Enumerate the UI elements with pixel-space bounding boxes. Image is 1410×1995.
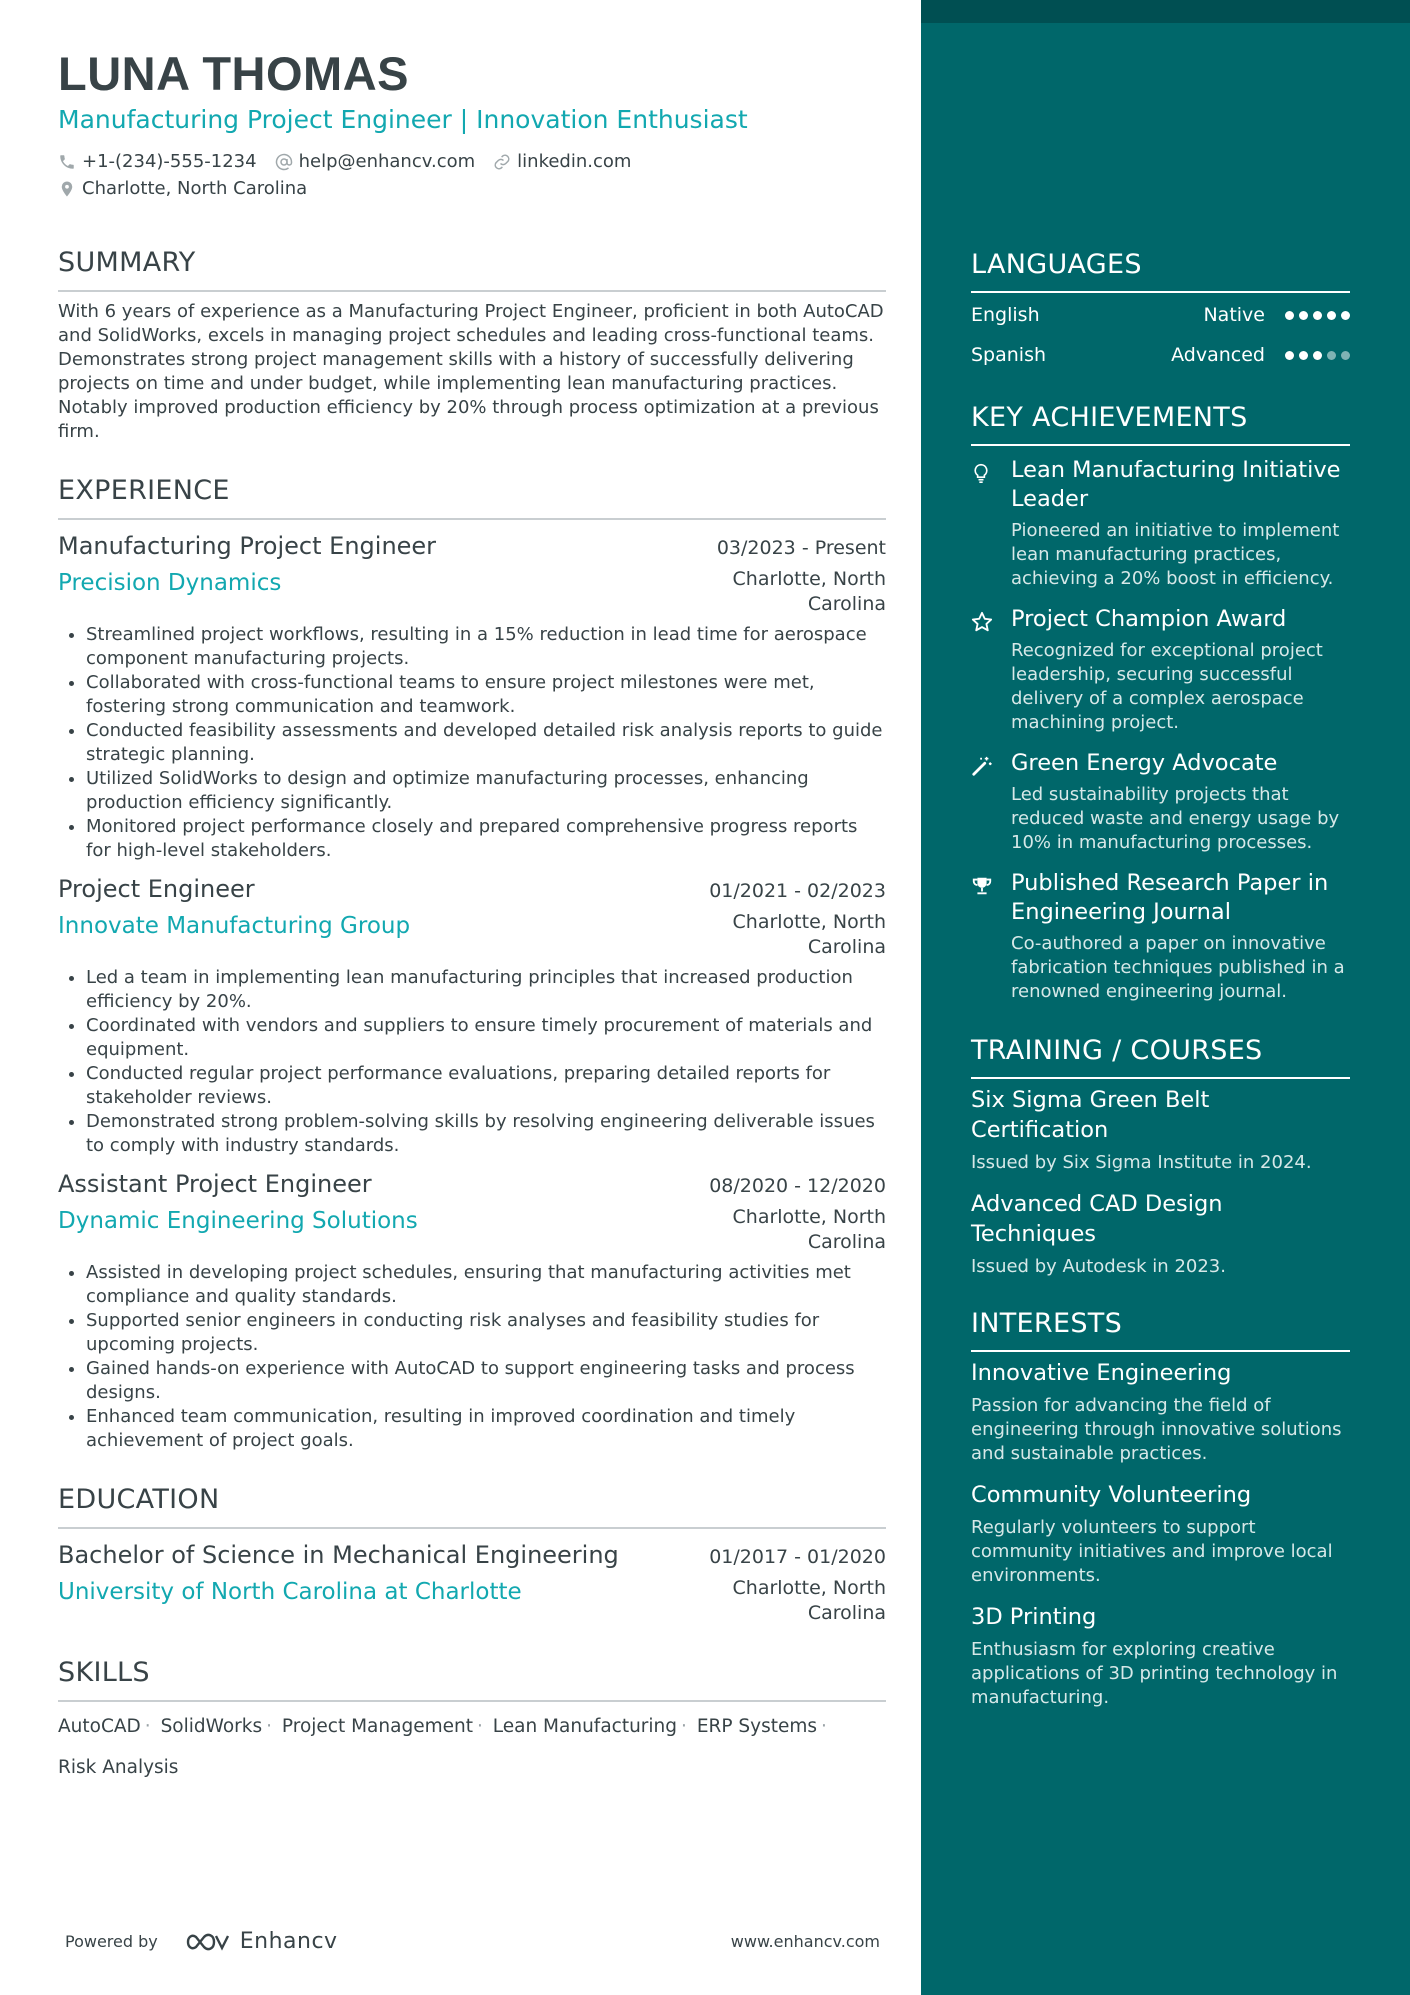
link-icon	[493, 153, 511, 171]
interest-title: Innovative Engineering	[971, 1360, 1232, 1386]
skills-list: AutoCAD · SolidWorks · Project Management · Lean Manufacturing · ERP Systems · Risk Analysis	[58, 1716, 827, 1778]
lightbulb-icon	[971, 462, 991, 484]
school-location: Charlotte, North Carolina	[732, 1577, 886, 1624]
job-location: Charlotte, North Carolina	[732, 911, 886, 958]
achievements-heading: KEY ACHIEVEMENTS	[971, 402, 1248, 433]
training-section	[971, 1034, 1350, 1279]
location-pin-icon	[58, 180, 76, 198]
linkedin-contact[interactable]	[493, 148, 631, 175]
job-dates: 01/2021 - 02/2023	[709, 880, 886, 902]
skills-divider	[58, 1700, 886, 1702]
contact-info	[58, 148, 886, 202]
job-entry	[58, 530, 886, 863]
training-divider	[971, 1077, 1350, 1079]
experience-section	[58, 474, 886, 1453]
job-bullet: • Collaborated with cross-functional teams to ensure project milestones were met, fostering strong communication and teamwork.	[86, 671, 886, 719]
job-bullets	[58, 1261, 886, 1453]
skill-item: ERP Systems	[696, 1716, 818, 1737]
languages-divider	[971, 291, 1350, 293]
job-bullet: • Coordinated with vendors and suppliers to ensure timely procurement of materials and equipment.	[86, 1014, 886, 1062]
course-title: Advanced CAD Design Techniques	[971, 1191, 1223, 1247]
education-heading: EDUCATION	[58, 1484, 220, 1515]
job-bullet: • Utilized SolidWorks to design and optimize manufacturing processes, enhancing production efficiency significantly.	[86, 767, 886, 815]
skill-item: Lean Manufacturing	[492, 1716, 678, 1737]
magic-wand-icon	[971, 755, 993, 777]
experience-divider	[58, 518, 886, 520]
achievement-title: Green Energy Advocate	[1011, 750, 1278, 776]
email-text: help@enhancv.com	[298, 151, 476, 172]
email-contact[interactable]	[275, 148, 476, 175]
rating-dot	[1299, 311, 1308, 320]
rating-dot	[1313, 351, 1322, 360]
language-level: Advanced	[1171, 344, 1265, 366]
degree-title: Bachelor of Science in Mechanical Engineering	[58, 1541, 619, 1569]
job-bullet: • Streamlined project workflows, resulting in a 15% reduction in lead time for aerospace component manufacturing projects.	[86, 623, 886, 671]
job-bullet: • Conducted feasibility assessments and developed detailed risk analysis reports to guide strategic planning.	[86, 719, 886, 767]
languages-section	[971, 248, 1350, 375]
phone-contact[interactable]	[58, 148, 257, 175]
interest-title: 3D Printing	[971, 1604, 1097, 1630]
education-dates: 01/2017 - 01/2020	[709, 1546, 886, 1568]
language-name: English	[971, 304, 1040, 326]
skills-heading: SKILLS	[58, 1657, 150, 1688]
rating-dot	[1341, 351, 1350, 360]
footer-url[interactable]: www.enhancv.com	[730, 1932, 880, 1951]
interest-desc: Regularly volunteers to support community initiatives and improve local environments.	[971, 1517, 1333, 1586]
sidebar-top-strip	[921, 0, 1410, 23]
job-role: Manufacturing Project Engineer	[58, 532, 437, 560]
language-row	[971, 295, 1350, 335]
achievement-desc: Recognized for exceptional project leadership, securing successful delivery of a complex aerospace machining project.	[1011, 640, 1323, 733]
achievements-section	[971, 401, 1350, 1004]
experience-heading: EXPERIENCE	[58, 475, 230, 506]
job-bullet: • Conducted regular project performance evaluations, preparing detailed reports for stakeholder reviews.	[86, 1062, 886, 1110]
rating-dot	[1313, 311, 1322, 320]
linkedin-text: linkedin.com	[517, 151, 632, 172]
skill-item: Project Management	[281, 1716, 473, 1737]
school-name: University of North Carolina at Charlotte	[58, 1579, 522, 1605]
star-icon	[971, 611, 993, 633]
summary-text: With 6 years of experience as a Manufacturing Project Engineer, proficient in both AutoCAD and SolidWorks, excels in managing project schedules and leading cross-functional teams. Demonstrates strong project management skills with a history of successfully delivering projects on time and under budget, while implementing lean manufacturing practices. Notably improved production efficiency by 20% through process optimization at a previous firm.	[58, 301, 884, 442]
skill-item: AutoCAD	[58, 1716, 141, 1737]
brand-name: Enhancv	[239, 1929, 338, 1954]
job-role: Assistant Project Engineer	[58, 1170, 372, 1198]
trophy-icon	[971, 875, 993, 897]
job-bullet: • Enhanced team communication, resulting in improved coordination and timely achievement of project goals.	[86, 1405, 886, 1453]
job-entry	[58, 1168, 886, 1453]
job-dates: 08/2020 - 12/2020	[709, 1175, 886, 1197]
education-divider	[58, 1527, 886, 1529]
interest-item	[971, 1602, 1350, 1710]
achievements-divider	[971, 444, 1350, 446]
job-location: Charlotte, North Carolina	[732, 1206, 886, 1253]
summary-divider	[58, 290, 886, 292]
interest-desc: Enthusiasm for exploring creative applications of 3D printing technology in manufacturing.	[971, 1639, 1338, 1708]
job-bullet: • Supported senior engineers in conducting risk analyses and feasibility studies for upcoming projects.	[86, 1309, 886, 1357]
training-heading: TRAINING / COURSES	[971, 1035, 1263, 1066]
course-desc: Issued by Six Sigma Institute in 2024.	[971, 1152, 1312, 1173]
course-desc: Issued by Autodesk in 2023.	[971, 1256, 1226, 1277]
job-entry	[58, 873, 886, 1158]
rating-dot	[1341, 311, 1350, 320]
interest-item	[971, 1358, 1350, 1466]
course-item	[971, 1189, 1350, 1279]
rating-dot	[1285, 351, 1294, 360]
candidate-title: Manufacturing Project Engineer | Innovation Enthusiast	[58, 105, 748, 134]
achievement-item	[971, 749, 1350, 855]
job-bullet: • Monitored project performance closely and prepared comprehensive progress reports for high-level stakeholders.	[86, 815, 886, 863]
job-role: Project Engineer	[58, 875, 255, 903]
achievement-title: Published Research Paper in Engineering Journal	[1011, 870, 1329, 925]
education-section	[58, 1483, 886, 1626]
powered-by-label: Powered by	[65, 1932, 158, 1951]
interest-title: Community Volunteering	[971, 1482, 1252, 1508]
interests-heading: INTERESTS	[971, 1308, 1123, 1339]
course-item	[971, 1085, 1350, 1175]
phone-icon	[58, 153, 76, 171]
skill-item: SolidWorks	[160, 1716, 263, 1737]
interests-section	[971, 1307, 1350, 1710]
language-rating	[1285, 351, 1350, 360]
rating-dot	[1285, 311, 1294, 320]
job-company: Precision Dynamics	[58, 570, 282, 596]
enhancv-logo-icon	[184, 1930, 230, 1954]
course-title: Six Sigma Green Belt Certification	[971, 1087, 1210, 1143]
summary-section	[58, 246, 886, 444]
at-icon	[275, 153, 293, 171]
job-bullet: • Led a team in implementing lean manufacturing principles that increased production efficiency by 20%.	[86, 966, 886, 1014]
job-company: Innovate Manufacturing Group	[58, 913, 411, 939]
sidebar	[921, 0, 1410, 1995]
achievement-title: Lean Manufacturing Initiative Leader	[1011, 457, 1341, 512]
achievement-desc: Led sustainability projects that reduced waste and energy usage by 10% in manufacturing processes.	[1011, 784, 1340, 853]
language-level: Native	[1203, 304, 1265, 326]
languages-heading: LANGUAGES	[971, 249, 1142, 280]
job-bullets	[58, 966, 886, 1158]
location-text: Charlotte, North Carolina	[82, 178, 308, 199]
powered-by	[65, 1929, 338, 1954]
language-row	[971, 335, 1350, 375]
summary-heading: SUMMARY	[58, 247, 196, 278]
location-contact	[58, 175, 307, 202]
skill-item: Risk Analysis	[58, 1757, 179, 1778]
interests-divider	[971, 1350, 1350, 1352]
candidate-name: LUNA THOMAS	[58, 47, 410, 100]
language-rating	[1285, 311, 1350, 320]
rating-dot	[1327, 311, 1336, 320]
rating-dot	[1299, 351, 1308, 360]
interest-item	[971, 1480, 1350, 1588]
job-bullets	[58, 623, 886, 863]
achievement-title: Project Champion Award	[1011, 606, 1287, 632]
achievement-item	[971, 869, 1350, 1004]
achievement-desc: Pioneered an initiative to implement lean manufacturing practices, achieving a 20% boost in efficiency.	[1011, 520, 1340, 589]
achievement-desc: Co-authored a paper on innovative fabrication techniques published in a renowned engineering journal.	[1011, 933, 1345, 1002]
achievement-item	[971, 456, 1350, 591]
rating-dot	[1327, 351, 1336, 360]
achievement-item	[971, 605, 1350, 735]
job-bullet: • Gained hands-on experience with AutoCAD to support engineering tasks and process designs.	[86, 1357, 886, 1405]
job-location: Charlotte, North Carolina	[732, 568, 886, 615]
language-name: Spanish	[971, 344, 1047, 366]
skills-section	[58, 1656, 886, 1788]
education-entry	[58, 1539, 886, 1626]
footer	[65, 1929, 880, 1954]
phone-text: +1-(234)-555-1234	[82, 151, 257, 172]
interest-desc: Passion for advancing the field of engineering through innovative solutions and sustainable practices.	[971, 1395, 1342, 1464]
job-bullet: • Assisted in developing project schedules, ensuring that manufacturing activities met compliance and quality standards.	[86, 1261, 886, 1309]
job-company: Dynamic Engineering Solutions	[58, 1208, 418, 1234]
job-bullet: • Demonstrated strong problem-solving skills by resolving engineering deliverable issues to comply with industry standards.	[86, 1110, 886, 1158]
job-dates: 03/2023 - Present	[716, 537, 886, 559]
